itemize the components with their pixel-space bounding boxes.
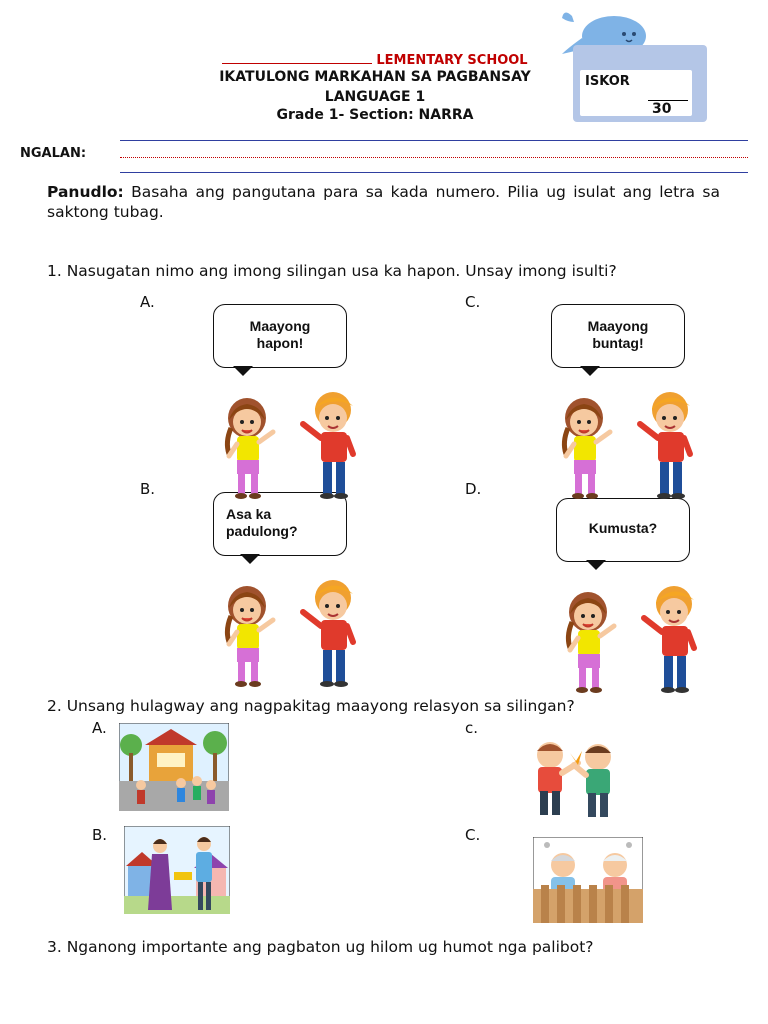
bubble-a-line2: hapon! <box>256 335 304 351</box>
q1-option-d-letter: D. <box>465 480 482 498</box>
q2-option-c-letter: C. <box>465 826 481 844</box>
bubble-a-line1: Maayong <box>249 318 311 334</box>
q1-option-a-letter: A. <box>140 293 155 311</box>
bubble-b-tail <box>240 554 260 564</box>
question-3: 3. Nganong importante ang pagbaton ug hilom ug humot nga palibot? <box>47 938 594 956</box>
name-line-top <box>120 140 748 141</box>
kids-greeting-illustration-d <box>556 574 706 694</box>
bubble-b-line2: padulong? <box>226 523 298 539</box>
q1-option-b-letter: B. <box>140 480 156 498</box>
bubble-c-tail <box>580 366 600 376</box>
kids-greeting-illustration-c <box>552 380 702 500</box>
question-2: 2. Unsang hulagway ang nagpakitag maayong relasyon sa silingan? <box>47 697 575 715</box>
neighborhood-scene-image <box>119 723 229 811</box>
name-label: NGALAN: <box>20 146 87 161</box>
score-label: ISKOR <box>585 74 630 89</box>
bubble-d-line1: Kumusta? <box>588 520 658 536</box>
speech-bubble-d <box>556 498 690 562</box>
grade-section: Grade 1- Section: NARRA <box>276 107 474 123</box>
speech-bubble-a <box>213 304 347 368</box>
bubble-b-line1: Asa ka <box>226 506 272 522</box>
kids-greeting-illustration-b <box>215 568 365 688</box>
bubble-c-line2: buntag! <box>592 335 644 351</box>
bubble-a-tail <box>233 366 253 376</box>
q1-option-c-letter: C. <box>465 293 481 311</box>
instructions: Panudlo: Basaha ang pangutana para sa kada numero. Pilia ug isulat ang letra sa saktong tubag. <box>47 183 720 221</box>
school-name: LEMENTARY SCHOOL <box>180 51 570 69</box>
speech-bubble-c <box>551 304 685 368</box>
kids-fighting-image <box>520 735 634 823</box>
q2-option-c-lower-letter: c. <box>465 719 479 737</box>
subject-title: LANGUAGE 1 <box>324 89 426 105</box>
q2-option-b-letter: B. <box>92 826 108 844</box>
bubble-d-tail <box>586 560 606 570</box>
speech-bubble-b <box>213 492 347 556</box>
bubble-c-line1: Maayong <box>587 318 649 334</box>
score-total: 30 <box>652 101 672 117</box>
exam-title: IKATULONG MARKAHAN SA PAGBANSAY <box>219 69 531 85</box>
name-line-bottom <box>120 172 748 173</box>
name-line-dotted[interactable] <box>120 157 748 158</box>
q2-option-a-letter: A. <box>92 719 107 737</box>
question-1: 1. Nasugatan nimo ang imong silingan usa ka hapon. Unsay imong isulti? <box>47 262 617 280</box>
neighbors-sharing-image <box>124 826 230 914</box>
neighbors-fence-image <box>533 837 643 923</box>
kids-greeting-illustration-a <box>215 380 365 500</box>
